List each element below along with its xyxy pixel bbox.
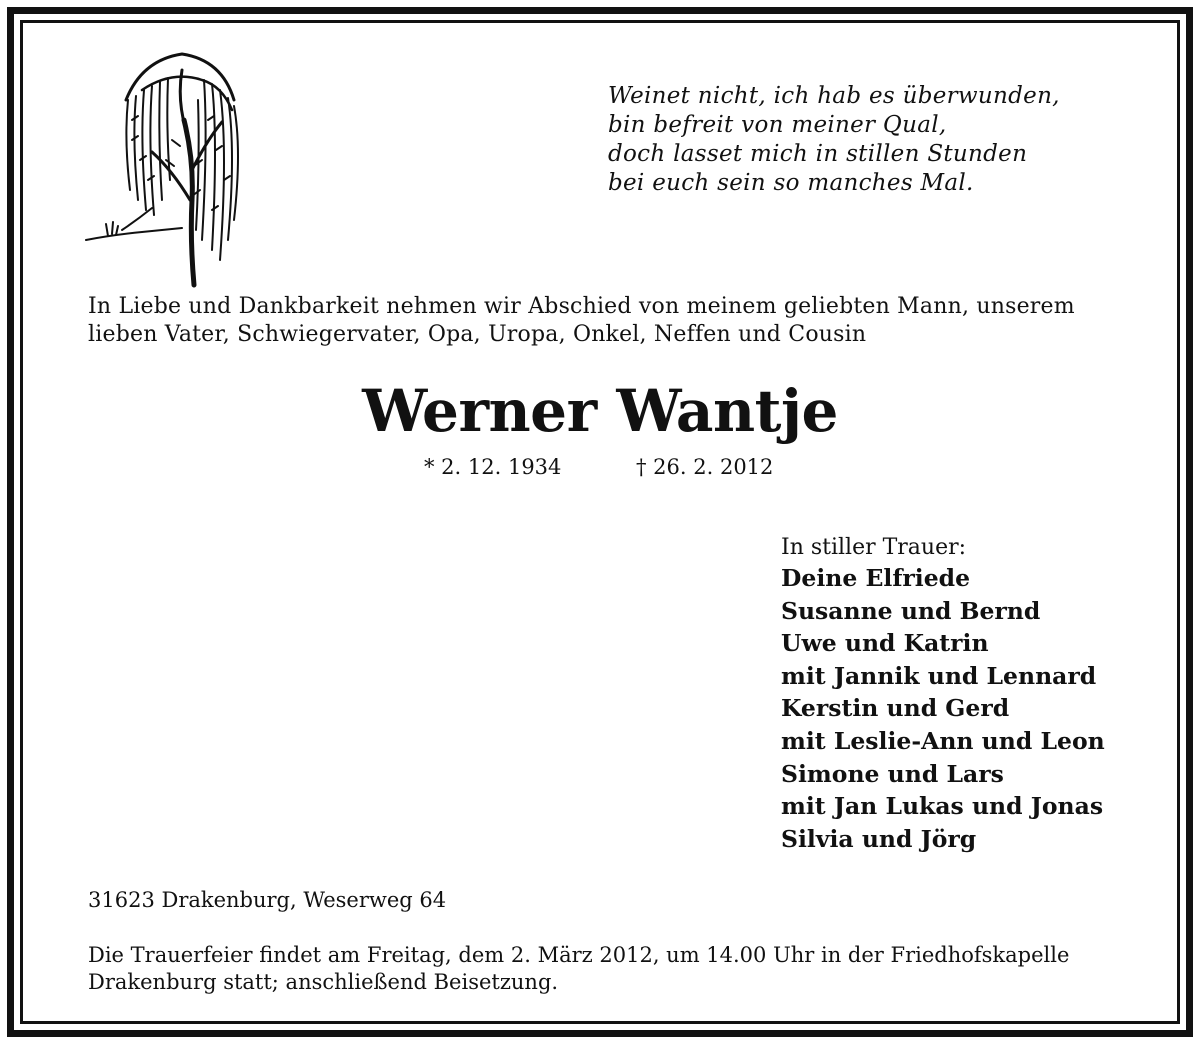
mourners-list	[781, 534, 1105, 855]
poem-line: bin befreit von meiner Qual,	[608, 112, 947, 138]
mourners-label: In stiller Trauer:	[781, 535, 967, 560]
mourner-name: Susanne und Bernd	[781, 596, 1041, 625]
funeral-service-info	[88, 942, 1128, 996]
deceased-name: Werner Wantje	[362, 377, 838, 445]
intro-line: In Liebe und Dankbarkeit nehmen wir Abschied von meinem geliebten Mann, unserem	[88, 294, 1075, 319]
intro-text	[88, 293, 1118, 349]
weeping-willow-icon	[82, 40, 254, 290]
poem-line: doch lasset mich in stillen Stunden	[608, 141, 1028, 167]
poem-line: bei euch sein so manches Mal.	[608, 170, 974, 196]
poem-line: Weinet nicht, ich hab es überwunden,	[608, 83, 1060, 109]
mourner-name: mit Jan Lukas und Jonas	[781, 792, 1104, 821]
mourner-name: Kerstin und Gerd	[781, 694, 1010, 723]
mourner-name: mit Leslie-Ann und Leon	[781, 726, 1105, 755]
service-line: Drakenburg statt; anschließend Beisetzung.	[88, 970, 559, 994]
poem	[608, 82, 1060, 198]
mourner-name: Uwe und Katrin	[781, 629, 989, 658]
service-line: Die Trauerfeier findet am Freitag, dem 2. März 2012, um 14.00 Uhr in der Friedhofskapelle	[88, 943, 1070, 967]
birth-date: * 2. 12. 1934	[424, 455, 562, 479]
mourner-name: Simone und Lars	[781, 759, 1004, 788]
address: 31623 Drakenburg, Weserweg 64	[88, 888, 447, 912]
death-date: † 26. 2. 2012	[636, 455, 774, 479]
mourner-name: mit Jannik und Lennard	[781, 661, 1097, 690]
mourner-name: Deine Elfriede	[781, 564, 971, 592]
intro-line: lieben Vater, Schwiegervater, Opa, Uropa, Onkel, Neffen und Cousin	[88, 322, 867, 347]
mourner-name: Silvia und Jörg	[781, 824, 977, 853]
